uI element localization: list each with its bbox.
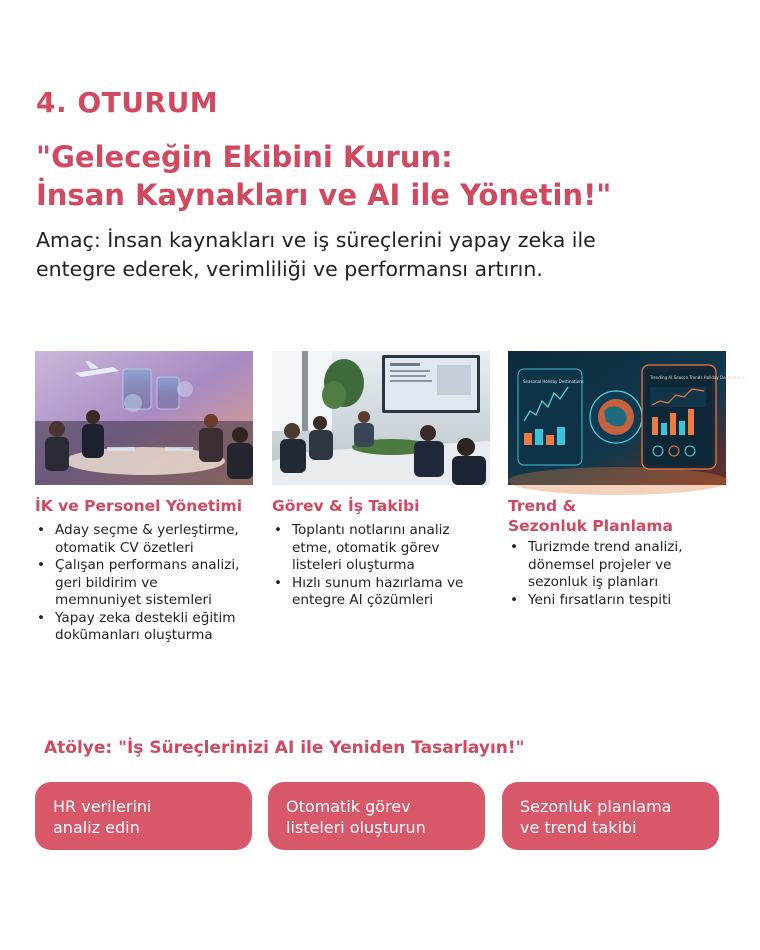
tablet-title-text: Trending AI Season Trends Holiday Destinations xyxy=(650,375,746,380)
card-trends-title xyxy=(508,496,726,536)
list-item xyxy=(35,610,253,645)
hr-meeting-image xyxy=(35,351,253,485)
card-trends xyxy=(508,351,746,609)
seasonal-planning-button[interactable] xyxy=(502,782,719,850)
hr-data-analysis-button[interactable] xyxy=(35,782,252,850)
screen-title-text: Seasonal Holiday Destinations xyxy=(523,379,584,384)
card-tasks-title-line: Görev & İş Takibi xyxy=(272,497,420,515)
bullet-line: dokümanları oluşturma xyxy=(55,627,213,643)
list-item xyxy=(35,557,253,610)
bullet-line: memnuniyet sistemleri xyxy=(55,592,212,608)
bullet-line: • Toplantı notlarını analiz xyxy=(292,522,450,538)
card-hr-title xyxy=(35,496,253,516)
bullet-line: dönemsel projeler ve xyxy=(528,556,672,573)
list-item xyxy=(508,592,726,610)
headline-line-1: "Geleceğin Ekibini Kurun: xyxy=(36,140,453,174)
bullet-line: geri bildirim ve xyxy=(55,574,158,591)
purpose-line-1: Amaç: İnsan kaynakları ve iş süreçlerini yapay zeka ile xyxy=(36,228,596,252)
session-label: 4. OTURUM xyxy=(36,86,219,119)
button-label-line: Sezonluk planlama xyxy=(520,797,672,816)
bullet-line: • Yapay zeka destekli eğitim xyxy=(55,609,236,626)
card-tasks-title xyxy=(272,496,490,516)
card-tasks-bullets xyxy=(272,522,490,610)
workshop-title: Atölye: "İş Süreçlerinizi AI ile Yeniden Tasarlayın!" xyxy=(44,738,525,758)
bullet-line: etme, otomatik görev xyxy=(292,539,440,556)
bullet-line: • Yeni fırsatların tespiti xyxy=(528,591,672,608)
purpose-line-2: entegre ederek, verimliliği ve performansı artırın. xyxy=(36,257,543,281)
bullet-line: • Çalışan performans analizi, xyxy=(55,557,240,573)
button-label-line: listeleri oluşturun xyxy=(286,818,426,837)
bullet-line: entegre AI çözümleri xyxy=(292,592,434,608)
bullet-line: • Aday seçme & yerleştirme, xyxy=(55,522,239,538)
card-hr-bullets xyxy=(35,522,253,645)
card-hr-title-line: İK ve Personel Yönetimi xyxy=(35,497,243,515)
list-item xyxy=(272,522,490,575)
headline-line-2: İnsan Kaynakları ve AI ile Yönetin!" xyxy=(36,178,612,212)
headline xyxy=(36,138,611,214)
card-trends-bullets xyxy=(508,539,726,609)
button-label-line: HR verilerini xyxy=(53,797,152,816)
card-tasks xyxy=(272,351,490,610)
bullet-line: • Turizmde trend analizi, xyxy=(528,539,683,555)
auto-task-lists-button[interactable] xyxy=(268,782,485,850)
list-item xyxy=(272,575,490,610)
list-item xyxy=(35,522,253,557)
bullet-line: • Hızlı sunum hazırlama ve xyxy=(292,574,464,591)
button-label-line: analiz edin xyxy=(53,818,140,837)
card-trends-title-line-2: Sezonluk Planlama xyxy=(508,517,673,535)
bullet-line: listeleri oluşturma xyxy=(292,557,415,573)
button-label-line: ve trend takibi xyxy=(520,818,637,837)
bullet-line: sezonluk iş planları xyxy=(528,574,659,590)
card-trends-title-line-1: Trend & xyxy=(508,497,577,515)
card-hr xyxy=(35,351,253,645)
bullet-line: otomatik CV özetleri xyxy=(55,539,194,556)
list-item xyxy=(508,539,726,592)
meeting-room-image xyxy=(272,351,490,485)
purpose-text xyxy=(36,226,736,284)
trend-dashboard-image xyxy=(508,351,746,485)
button-label-line: Otomatik görev xyxy=(286,797,411,816)
